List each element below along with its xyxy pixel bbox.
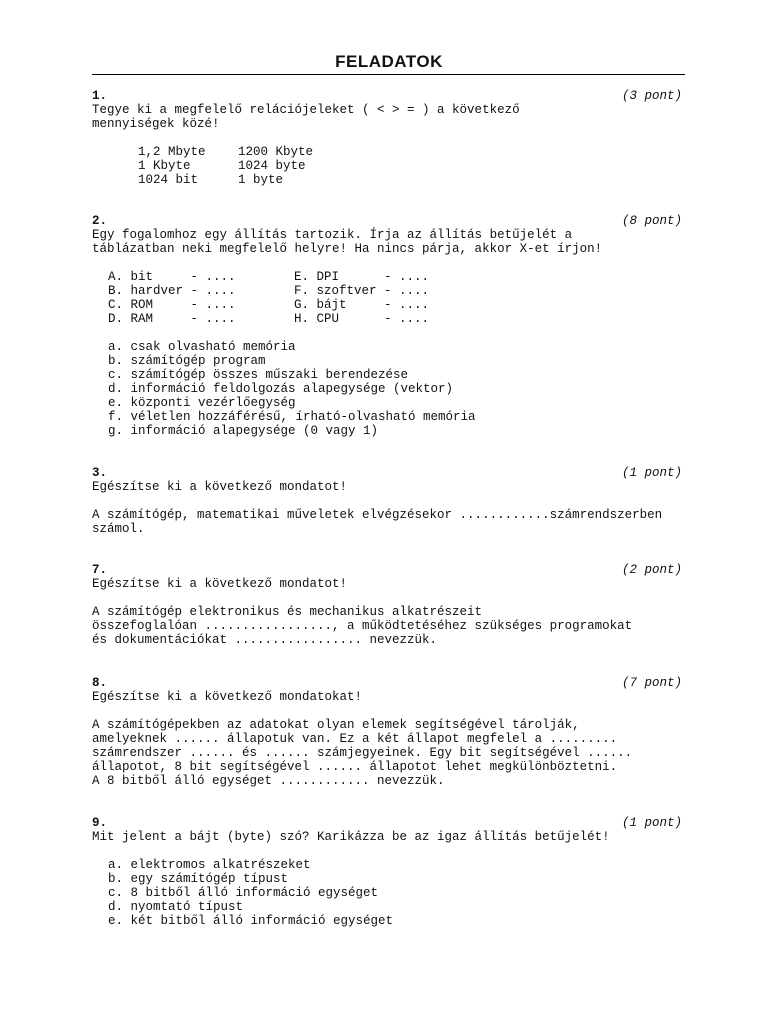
sentence-line: amelyeknek ...... állapotuk van. Ez a két állapot megfelel a ......... <box>92 732 618 746</box>
question-text: Egészítse ki a következő mondatot! <box>92 480 348 494</box>
statement-item: b. számítógép program <box>108 354 266 368</box>
quantity-pair <box>92 173 682 187</box>
quantity-pair <box>92 145 682 159</box>
question-9 <box>92 816 682 928</box>
statement-item: e. központi vezérlőegység <box>108 396 296 410</box>
question-text: Egy fogalomhoz egy állítás tartozik. Írja az állítás betűjelét a <box>92 228 573 242</box>
title-divider <box>92 74 685 75</box>
term-left: D. RAM - .... <box>108 312 236 326</box>
sentence-line: A számítógépekben az adatokat olyan elemek segítségével tárolják, <box>92 718 580 732</box>
question-number: 8. <box>92 676 108 690</box>
quantity-right: 1024 byte <box>238 159 306 173</box>
term-left: C. ROM - .... <box>108 298 236 312</box>
term-left: B. hardver - .... <box>108 284 236 298</box>
term-right: H. CPU - .... <box>294 312 430 326</box>
term-row <box>92 284 682 298</box>
quantity-left: 1024 bit <box>138 173 199 187</box>
statement-item: g. információ alapegysége (0 vagy 1) <box>108 424 379 438</box>
quantity-pair <box>92 159 682 173</box>
term-left: A. bit - .... <box>108 270 236 284</box>
question-text: Tegye ki a megfelelő relációjeleket ( < > = ) a következő <box>92 103 520 117</box>
statement-item: a. csak olvasható memória <box>108 340 296 354</box>
quantity-right: 1200 Kbyte <box>238 145 314 159</box>
question-text: mennyiségek közé! <box>92 117 220 131</box>
question-text: Mit jelent a bájt (byte) szó? Karikázza be az igaz állítás betűjelét! <box>92 830 610 844</box>
question-number: 1. <box>92 89 108 103</box>
question-number: 9. <box>92 816 108 830</box>
question-text: Egészítse ki a következő mondatokat! <box>92 690 363 704</box>
sentence-line: A 8 bitből álló egységet ............ nevezzük. <box>92 774 445 788</box>
question-8 <box>92 676 682 788</box>
question-points: (1 pont) <box>621 816 682 830</box>
question-points: (1 pont) <box>621 466 682 480</box>
sentence-line: számrendszer ...... és ...... számjegyeinek. Egy bit segítségével ...... <box>92 746 633 760</box>
question-points: (7 pont) <box>621 676 682 690</box>
sentence-line: állapotot, 8 bit segítségével ...... állapotot lehet megkülönböztetni. <box>92 760 618 774</box>
answer-option[interactable]: d. nyomtató típust <box>108 900 244 914</box>
statement-item: f. véletlen hozzáférésű, írható-olvasható memória <box>108 410 476 424</box>
question-text: táblázatban neki megfelelő helyre! Ha nincs párja, akkor X-et írjon! <box>92 242 603 256</box>
sentence-line: és dokumentációkat ................. nevezzük. <box>92 633 438 647</box>
question-header <box>92 676 682 690</box>
question-number: 3. <box>92 466 108 480</box>
quantity-left: 1,2 Mbyte <box>138 145 206 159</box>
question-text: Egészítse ki a következő mondatot! <box>92 577 348 591</box>
term-right: G. bájt - .... <box>294 298 430 312</box>
term-right: E. DPI - .... <box>294 270 430 284</box>
question-header <box>92 89 682 103</box>
statement-item: d. információ feldolgozás alapegysége (vektor) <box>108 382 454 396</box>
term-row <box>92 312 682 326</box>
question-1 <box>92 89 682 187</box>
sentence-line: A számítógép, matematikai műveletek elvégzésekor ............számrendszerben <box>92 508 663 522</box>
quantity-right: 1 byte <box>238 173 284 187</box>
term-row <box>92 298 682 312</box>
sentence-line: A számítógép elektronikus és mechanikus alkatrészeit <box>92 605 483 619</box>
question-header <box>92 816 682 830</box>
answer-option[interactable]: e. két bitből álló információ egységet <box>108 914 394 928</box>
question-number: 2. <box>92 214 108 228</box>
quantity-left: 1 Kbyte <box>138 159 191 173</box>
question-2 <box>92 214 682 438</box>
question-header <box>92 214 682 228</box>
question-3 <box>92 466 682 536</box>
answer-option[interactable]: c. 8 bitből álló információ egységet <box>108 886 379 900</box>
answer-option[interactable]: a. elektromos alkatrészeket <box>108 858 311 872</box>
question-header <box>92 563 682 577</box>
term-right: F. szoftver - .... <box>294 284 430 298</box>
question-points: (3 pont) <box>621 89 682 103</box>
statement-item: c. számítógép összes műszaki berendezése <box>108 368 409 382</box>
question-7 <box>92 563 682 647</box>
answer-option[interactable]: b. egy számítógép típust <box>108 872 289 886</box>
sentence-line: számol. <box>92 522 145 536</box>
question-points: (2 pont) <box>621 563 682 577</box>
term-row <box>92 270 682 284</box>
page-title: FELADATOK <box>335 52 443 71</box>
question-number: 7. <box>92 563 108 577</box>
sentence-line: összefoglalóan ................., a működtetéséhez szükséges programokat <box>92 619 633 633</box>
question-header <box>92 466 682 480</box>
question-points: (8 pont) <box>621 214 682 228</box>
